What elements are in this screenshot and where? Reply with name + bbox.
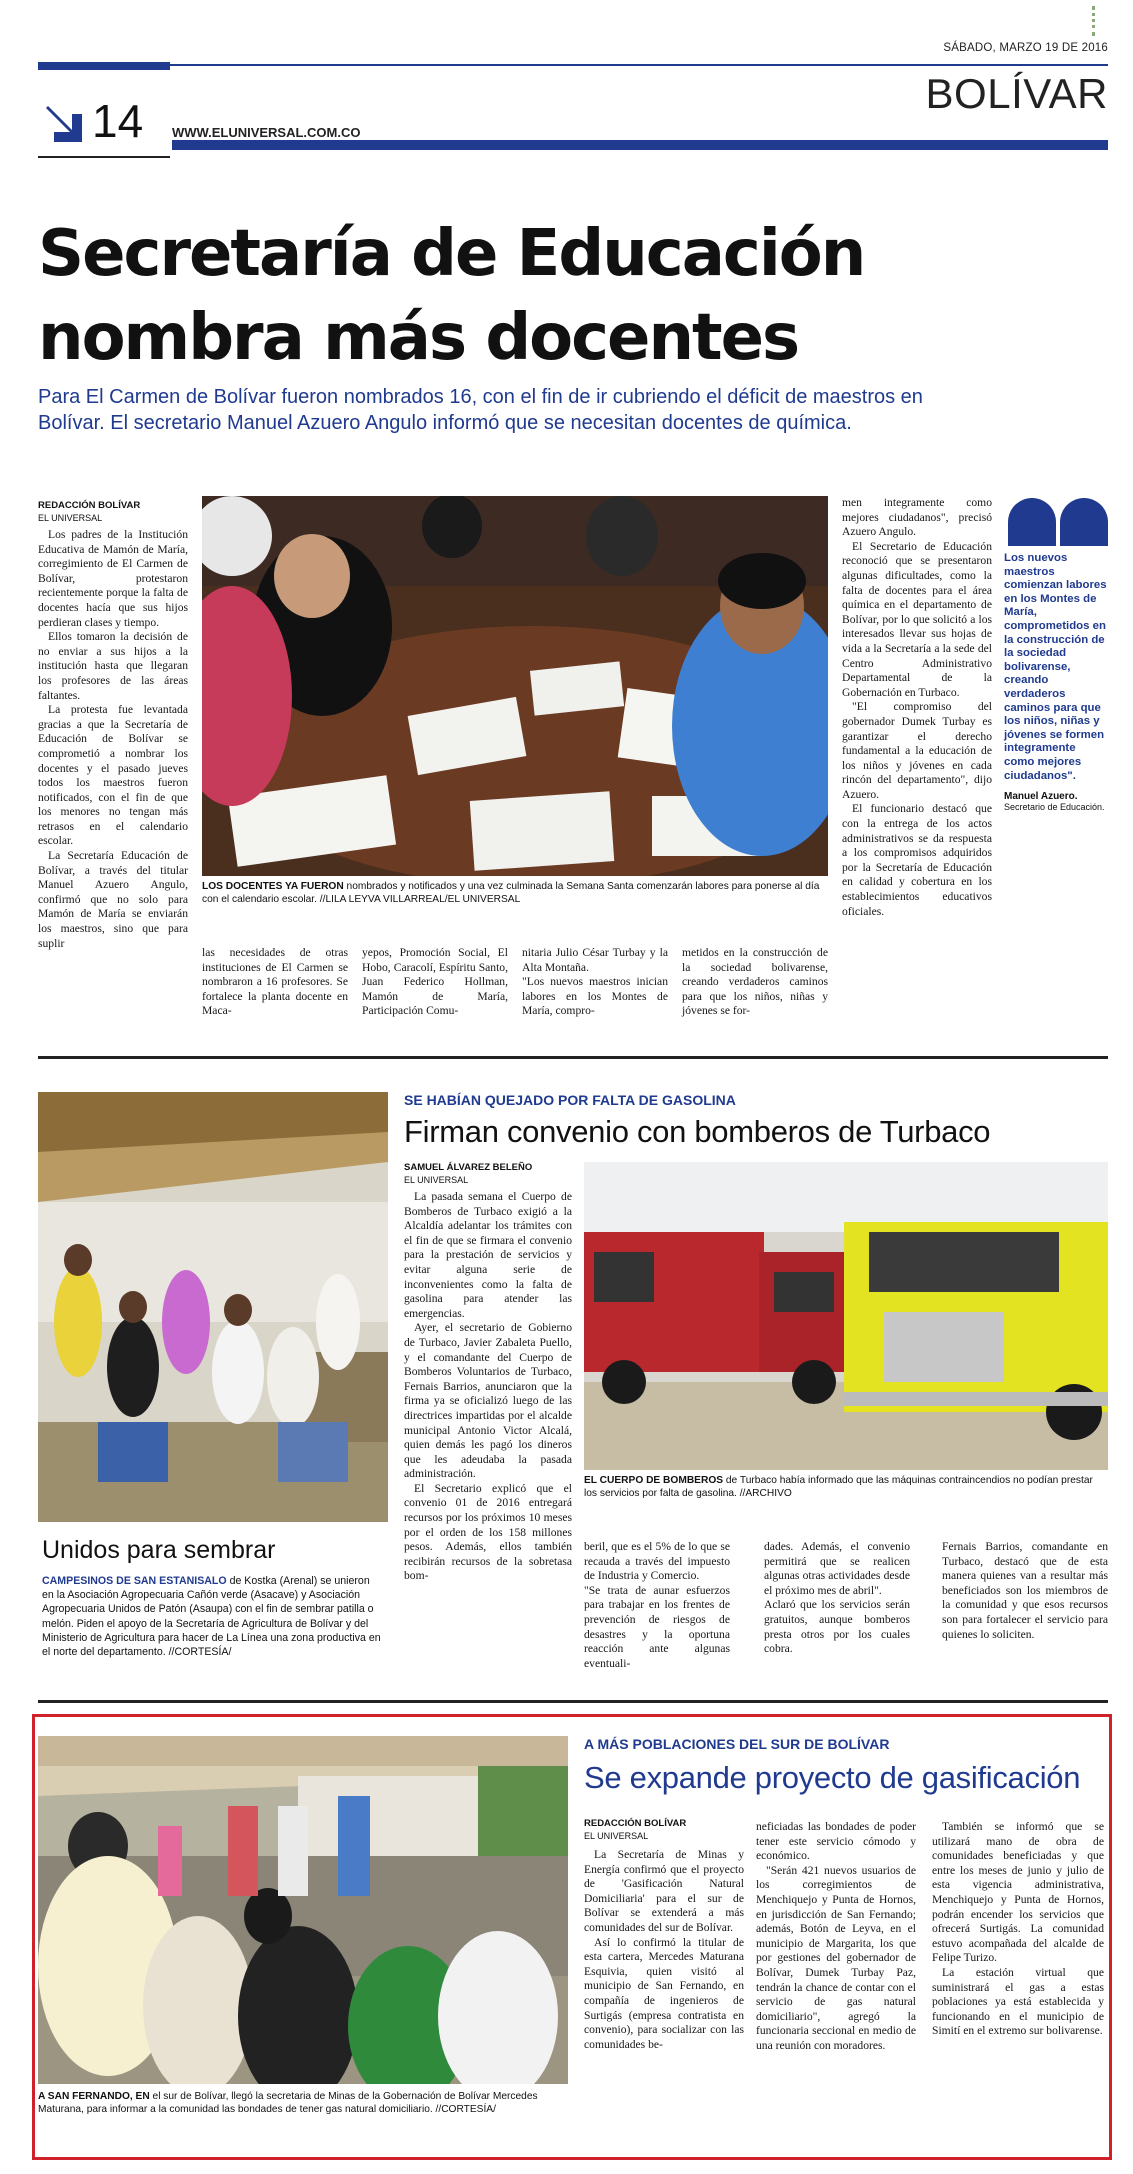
story1-byline: REDACCIÓN BOLÍVAR EL UNIVERSAL	[38, 500, 141, 523]
story3-col3: También se informó que se utilizará mano de obra de comunidades beneficiadas y que entre los meses de junio y julio de esta vigencia administrativa, Menchiquejo y Punta de Hornos, podrán encender los servicios que ofrecerá Surtigás. La comunidad estuvo acompañada del alcalde de Felipe Turizo. La estación virtual que suministrará el gas a estas poblaciones ya está establecida y funcionando en el municipio de Simití en el extremo sur bolivarense.	[932, 1820, 1104, 2038]
divider-1	[38, 1056, 1108, 1059]
story3-headline: Se expande proyecto de gasificación	[584, 1760, 1081, 1795]
story2-kicker: SE HABÍAN QUEJADO POR FALTA DE GASOLINA	[404, 1092, 736, 1108]
story3-caption: A SAN FERNANDO, EN el sur de Bolívar, llegó la secretaria de Minas de la Gobernación de Bolívar Mercedes Maturana, para informar a la comunidad las bondades de tener gas natural domiciliario. //CORTESÍA/	[38, 2091, 538, 2116]
dotted-ornament	[1092, 6, 1101, 36]
brief-text: CAMPESINOS DE SAN ESTANISALO de Kostka (Arenal) se unieron en la Asociación Agropecuaria Cañón verde (Asacave) y Asociación Agropecuaria Unidos de Patón (Asaupa) con el fin de sembrar patilla o melón. Piden el apoyo de la Secretaría de Agricultura de Bolívar y del Ministerio de Agricultura para hacer de La Línea una zona productiva en el norte del departamento. //CORTESÍA/	[42, 1575, 381, 1659]
pull-quote-role: Secretario de Educación.	[1004, 802, 1105, 813]
story3-photo	[38, 1736, 568, 2084]
story3-col2: neficiadas las bondades de poder tener este servicio cómodo y económico. "Serán 421 nuevos usuarios de los corregimientos de Menchiquejo y Punta de Hornos, en jurisdicción de San Fernando; además, Botón de Leyva, en el municipio de Margarita, los que por gestiones del gobernador de Bolívar, Dumek Turbay Paz, tendrán la chance de contar con el servicio de gas natural domiciliario", agregó la funcionaria seccional en medio de una reunión con moradores.	[756, 1820, 916, 2052]
header-bottom-bar	[172, 140, 1108, 150]
header-top-bar	[38, 62, 170, 70]
pull-quote-name: Manuel Azuero.	[1004, 791, 1078, 803]
story2-col1: La pasada semana el Cuerpo de Bomberos de Turbaco exigió a la Alcaldía adelantar los trámites con el fin de que se firmara el convenio para la prestación de servicios y evitar alguna serie de inconvenientes como la falta de gasolina para atender las emergencias. Ayer, el secretario de Gobierno de Turbaco, Javier Zabaleta Puello, y el comandante del Cuerpo de Bomberos Voluntarios de Turbaco, Fernais Barrios, anunciaron que la firma ya se oficializó luego de las directrices impartidas por el alcalde municipal Antonio Victor Alcalá, quien demás les pagó los dineros que les adeudaba la pasada administración. El Secretario explicó que el convenio 01 de 2016 entregará recursos por los próximos 10 meses por el orden de los 158 millones pesos. Además, ellos también recibirán recursos de la sobretasa bom-	[404, 1190, 572, 1583]
arrow-icon	[42, 100, 90, 148]
story2-headline: Firman convenio con bomberos de Turbaco	[404, 1114, 991, 1149]
story1-headline-line1: Secretaría de Educación	[38, 217, 865, 291]
story1-headline	[38, 212, 1038, 380]
story1-row-col4: metidos en la construcción de la sociedad bolivarense, creando verdaderos caminos para que los niños, niñas y jóvenes se for-	[682, 946, 828, 1018]
pull-quote	[1004, 496, 1108, 812]
story2-col4: Fernais Barrios, comandante en Turbaco, destacó que de esta manera quienes van a resultar más beneficiados son los miembros de la comunidad y que esos recursos son para fortalecer el servicio para quienes lo soliciten.	[942, 1540, 1108, 1641]
brief-photo	[38, 1092, 388, 1522]
quote-mark-icon	[1004, 496, 1108, 546]
story3-kicker: A MÁS POBLACIONES DEL SUR DE BOLÍVAR	[584, 1736, 890, 1752]
story1-headline-line2: nombra más docentes	[38, 301, 799, 375]
story1-right-col: men integramente como mejores ciudadanos", precisó Azuero Angulo. El Secretario de Educación reconoció que se presentaron algunas dificultades, como la falta de docentes para el área química en el departamento de Bolívar, por lo que solicitó a los interesados llevar sus hojas de vida a la Secretaría a la sede del Centro Administrativo Departamental de la Gobernación en Turbaco. "El compromiso del gobernador Dumek Turbay es garantizar el derecho fundamental a la educación de los niños y jóvenes en cada rincón del departamento", dijo Azuero. El funcionario destacó que con la entrega de los actos administrativos se da respuesta a los compromisos adquiridos por la Secretaría de Educación en calidad y cobertura en los establecimientos educativos oficiales.	[842, 496, 992, 918]
story1-row-col2: yepos, Promoción Social, El Hobo, Caracolí, Espíritu Santo, Juan Federico Hollman, Mamón de María, Participación Comu-	[362, 946, 508, 1018]
page-number-rule	[38, 156, 170, 158]
header-date: SÁBADO, MARZO 19 DE 2016	[943, 42, 1108, 54]
story1-photo	[202, 496, 828, 876]
story2-photo	[584, 1162, 1108, 1470]
header-top-rule	[170, 64, 1108, 66]
story3-byline: REDACCIÓN BOLÍVAR EL UNIVERSAL	[584, 1818, 687, 1841]
brief-headline: Unidos para sembrar	[42, 1536, 276, 1564]
page-number: 14	[92, 95, 144, 147]
story1-row-col1: las necesidades de otras instituciones de El Carmen se nombraron a 16 profesores. Se fortalece la planta docente en Maca-	[202, 946, 348, 1018]
divider-2	[38, 1700, 1108, 1703]
story1-deck: Para El Carmen de Bolívar fueron nombrados 16, con el fin de ir cubriendo el déficit de maestros en Bolívar. El secretario Manuel Azuero Angulo informó que se necesitan docentes de química.	[38, 386, 923, 434]
pull-quote-text: Los nuevos maestros comienzan labores en los Montes de María, comprometidos en la construcción de la sociedad bolivarense, creando verdaderos caminos para que los niños, niñas y jóvenes se formen integramente como mejores ciudadanos".	[1004, 552, 1107, 782]
story2-col2: beril, que es el 5% de lo que se recauda a través del impuesto de Industria y Comercio. "Se trata de aunar esfuerzos para trabajar en los frentes de prevención de riesgos de desastres y la oportuna reacción ante algunas eventuali-	[584, 1540, 730, 1670]
story3-col1: La Secretaría de Minas y Energía confirmó que el proyecto de 'Gasificación Natural Domiciliaria' para el sur de Bolívar se extenderá a más comunidades del sur de Bolívar. Así lo confirmó la titular de esta cartera, Mercedes Maturana Esquivia, quien visitó al municipio de San Fernando, en compañía de ingenieros de Surtigás (empresa contratista en convenio), para socializar con las comunidades be-	[584, 1848, 744, 2051]
story2-byline: SAMUEL ÁLVAREZ BELEÑO EL UNIVERSAL	[404, 1162, 533, 1185]
website-link[interactable]: WWW.ELUNIVERSAL.COM.CO	[172, 125, 361, 140]
page-header	[0, 0, 1133, 160]
story2-caption: EL CUERPO DE BOMBEROS de Turbaco había informado que las máquinas contraincendios no podían prestar los servicios por falta de gasolina. //ARCHIVO	[584, 1475, 1093, 1500]
story1-col1: Los padres de la Institución Educativa de Mamón de María, corregimiento de El Carmen de Bolívar, protestaron recientemente porque la falta de docentes hacía que sus hijos perdieran clases y tiempo. Ellos tomaron la decisión de no enviar a sus hijos a la institución hasta que llegaran los profesores de las áreas faltantes. La protesta fue levantada gracias a que la Secretaría de Educación de Bolívar se comprometió a nombrar los docentes y el pasado jueves todos los maestros fueron notificados, con el fin de que los menores no tengan más retrasos en el calendario escolar. La Secretaría Educación de Bolívar, a través del titular Manuel Azuero Angulo, confirmó que no solo para Mamón de María se enviarán los maestros, sino que para suplir	[38, 528, 188, 950]
story1-row-col3: nitaria Julio César Turbay y la Alta Montaña. "Los nuevos maestros inician labores en los Montes de María, compro-	[522, 946, 668, 1018]
story2-col3: dades. Además, el convenio permitirá que se realicen algunas otras actividades desde el próximo mes de abril". Aclaró que los servicios serán gratuitos, aunque bomberos presta otros por los cuales cobra.	[764, 1540, 910, 1656]
section-title: BOLÍVAR	[925, 70, 1108, 117]
story1-caption: LOS DOCENTES YA FUERON nombrados y notificados y una vez culminada la Semana Santa comenzarán labores para ponerse al día con el calendario escolar. //LILA LEYVA VILLARREAL/EL UNIVERSAL	[202, 881, 820, 906]
